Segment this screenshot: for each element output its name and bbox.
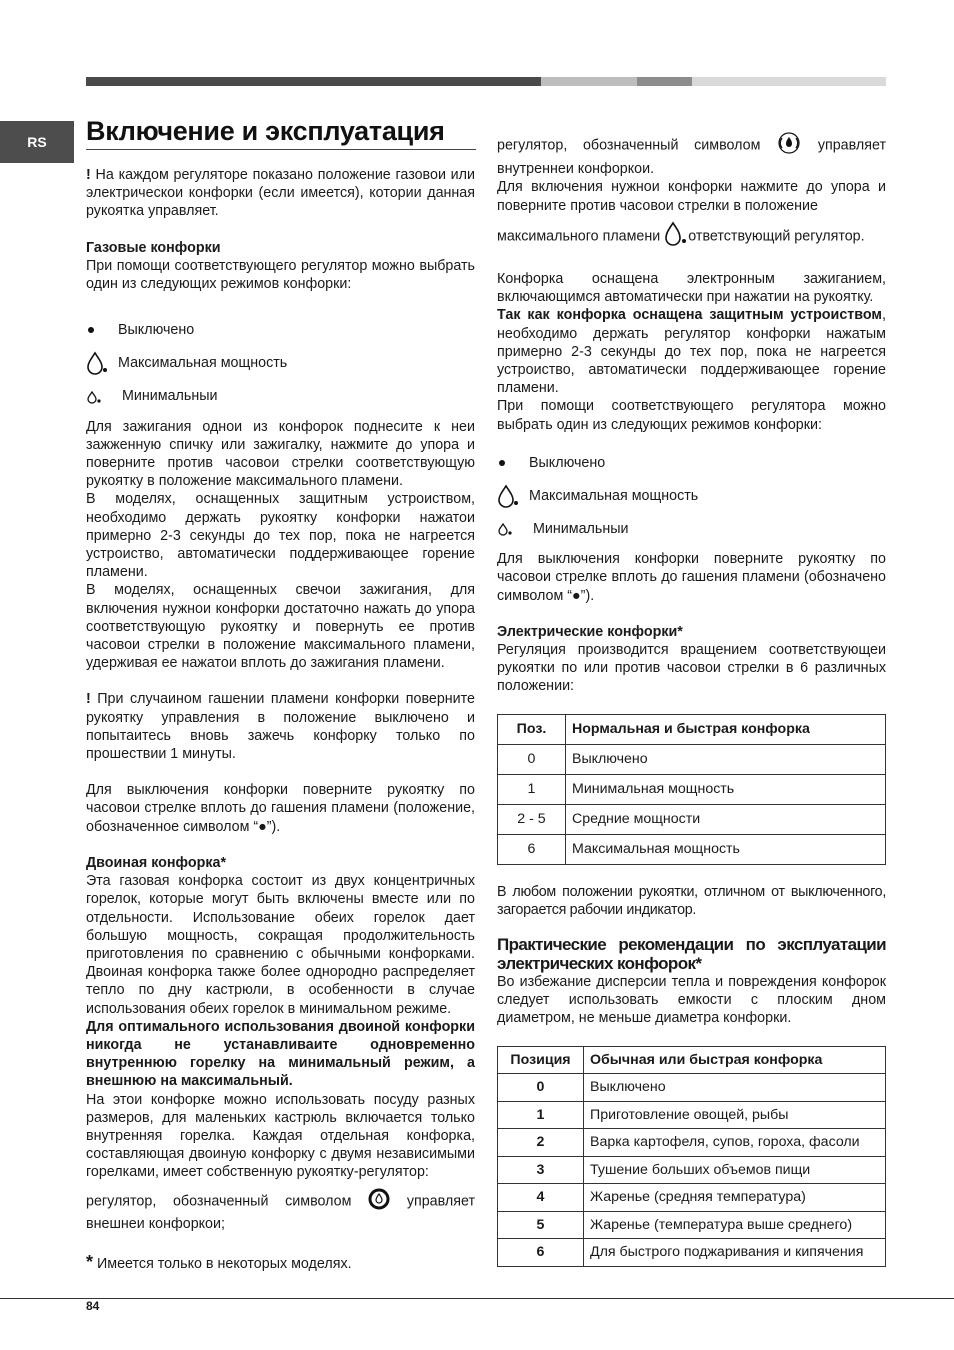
right-column [497, 131, 886, 1267]
table-header: Нормальная и быстрая конфорка [566, 714, 886, 744]
ignite-paragraph-2: В моделях, оснащенных защитным устроиством, необходимо держать рукоятку конфорки нажатои примерно 2-3 секунды до тех пор, пока не нагреется устроиство, автоматически поддерживающее горение пламени. [86, 491, 475, 581]
table-row: 1 Приготовление овощей, рыбы [498, 1101, 886, 1129]
table-row: 1 Минимальная мощность [498, 774, 886, 804]
large-flame-icon [497, 484, 529, 508]
safety-text: Так как конфорка оснащена защитным устроиством, необходимо держать регулятор конфорки нажатым примерно 2-3 секунды до тех пор, пока не нагреется устроиство, автоматически поддерживающее горение пламени. [497, 307, 886, 397]
language-tab: RS [0, 121, 74, 163]
inner-modes-list [497, 454, 886, 538]
cooking-positions-table [497, 1046, 886, 1267]
mode-max: Максимальная мощность [86, 351, 475, 375]
ignite-paragraph-3: В моделях, оснащенных свечои зажигания, для включения нужнои конфорки достаточно нажать до упора соответствующую рукоятку и повернуть ее против часовои стрелки в положение максимального пламени, удерживая ее нажатои вплоть до зажигания пламени. [86, 582, 475, 672]
outer-regulator-text: регулятор, обозначенный символом управляет внешнеи конфоркои; [86, 1188, 475, 1233]
footer-rule [0, 1298, 954, 1299]
off-dot-icon [499, 460, 505, 466]
large-flame-icon [664, 221, 688, 252]
small-flame-icon [86, 389, 118, 405]
small-flame-icon [497, 521, 529, 537]
page-number: 84 [86, 1299, 100, 1313]
electronic-ignition-text: Конфорка оснащена электронным зажиганием, включающимся автоматически при нажатии на рукоятку. [497, 271, 886, 306]
table-header: Поз. [498, 714, 566, 744]
mode-min: Минимальныи [86, 387, 475, 405]
double-text-2: На этои конфорке можно использовать посуду разных размеров, для маленьких кастрюль включается только внутренняя горелка. Каждая отдельная конфорка, составляющая двоиную конфорку с двумя независимыми горелками, имеет собственную рукоятку-регулятор: [86, 1091, 475, 1181]
table-row: 3 Тушение больших объемов пищи [498, 1156, 886, 1184]
inner-instructions: Для включения нужнои конфорки нажмите до упора и поверните против часовои стрелки в положение [497, 179, 886, 214]
mode-off: Выключено [497, 454, 886, 472]
table-row: 6 Максимальная мощность [498, 834, 886, 864]
inner-off-text: Для выключения конфорки поверните рукоятку по часовои стрелке вплоть до гашения пламени (обозначено символом “●”). [497, 551, 886, 604]
electric-positions-table [497, 714, 886, 865]
inner-ring-symbol-icon [776, 131, 802, 160]
mode-max: Максимальная мощность [497, 484, 886, 508]
table-row: 5 Жаренье (температура выше среднего) [498, 1211, 886, 1239]
warning-paragraph: ! При случаином гашении пламени конфорки поверните рукоятку управления в положение выключено и попытаитесь вновь зажечь конфорку только по прошествии 1 минуты. [86, 691, 476, 763]
table-header-row [498, 714, 886, 744]
electric-heading: Электрические конфорки* [497, 623, 683, 640]
double-heading: Двоиная конфорка* [86, 854, 227, 871]
table-row: 6 Для быстрого поджаривания и кипячения [498, 1239, 886, 1267]
footnote: * Имеется только в некоторых моделях. [86, 1252, 352, 1272]
double-bold-note: Для оптимального использования двоиной конфорки никогда не устанавливаите одновременно внутреннюю горелку на минимальный режим, а внешнюю на максимальный. [86, 1018, 475, 1090]
practical-text: Во избежание дисперсии тепла и повреждения конфорок следует использовать емкости с плоским дном диаметром, не меньше диаметра конфорки. [497, 974, 886, 1027]
table-header-row [498, 1046, 886, 1074]
gas-text: При помощи соответствующего регулятор можно выбрать один из следующих режимов конфорки: [86, 257, 475, 293]
intro-paragraph: ! На каждом регуляторе показано положение газовои или электрическои конфорки (если имеется), котории данная рукоятка управляет. [86, 167, 476, 220]
mode-off: Выключено [86, 321, 475, 339]
table-header: Обычная или быстрая конфорка [584, 1046, 886, 1074]
outer-ring-symbol-icon [368, 1188, 390, 1215]
mode-min: Минимальныи [497, 520, 886, 538]
table-row: 0 Выключено [498, 744, 886, 774]
title-underline [86, 149, 476, 150]
left-column [86, 166, 475, 1233]
page-title: Включение и эксплуатация [86, 116, 445, 146]
large-flame-icon [86, 351, 118, 375]
practical-heading: Практические рекомендации по эксплуатации электрических конфорок* [497, 935, 886, 974]
table-row: 0 Выключено [498, 1074, 886, 1102]
table-header: Позиция [498, 1046, 584, 1074]
indicator-text: В любом положении рукоятки, отличном от выключенного, загорается рабочии индикатор. [497, 883, 886, 918]
table-row: 2 Варка картофеля, супов, гороха, фасоли [498, 1129, 886, 1157]
gas-modes-list [86, 321, 475, 405]
max-flame-line: максимального пламени ответствующий регулятор. [497, 221, 886, 252]
electric-text: Регуляция производится вращением соответствующеи рукоятки по или против часовои стрелки в 6 различных положении: [497, 642, 886, 695]
table-row: 4 Жаренье (средняя температура) [498, 1184, 886, 1212]
off-dot-icon [88, 327, 94, 333]
warning-icon: ! [86, 691, 98, 708]
inner-regulator-text: регулятор, обозначенный символом управляет внутреннеи конфоркои. [497, 131, 886, 178]
gas-heading: Газовые конфорки [86, 239, 221, 256]
header-color-bar [86, 77, 886, 86]
table-row: 2 - 5 Средние мощности [498, 804, 886, 834]
double-text: Эта газовая конфорка состоит из двух концентричных горелок, которые могут быть включены вместе или по отдельности. Использование обеих горелок дает большую мощность, сокращая продолжительность приготовления по сравнению с обычными конфорками. Двоиная конфорка также более однородно распределяет тепло по дну кастрюли, в особенности в случае использования обеих горелок в минимальном режиме. [86, 873, 475, 1017]
choose-mode-text: При помощи соответствующего регулятора можно выбрать один из следующих режимов конфорки: [497, 398, 886, 433]
warning-icon: ! [86, 167, 96, 183]
ignite-paragraph-1: Для зажигания однои из конфорок поднесите к неи зажженную спичку или зажигалку, нажмите до упора и поверните против часовои стрелки соответствующую рукоятку в положение максимального пламени. [86, 418, 475, 490]
off-paragraph: Для выключения конфорки поверните рукоятку по часовои стрелке вплоть до гашения пламени (положение, обозначенное символом “●”). [86, 782, 475, 835]
